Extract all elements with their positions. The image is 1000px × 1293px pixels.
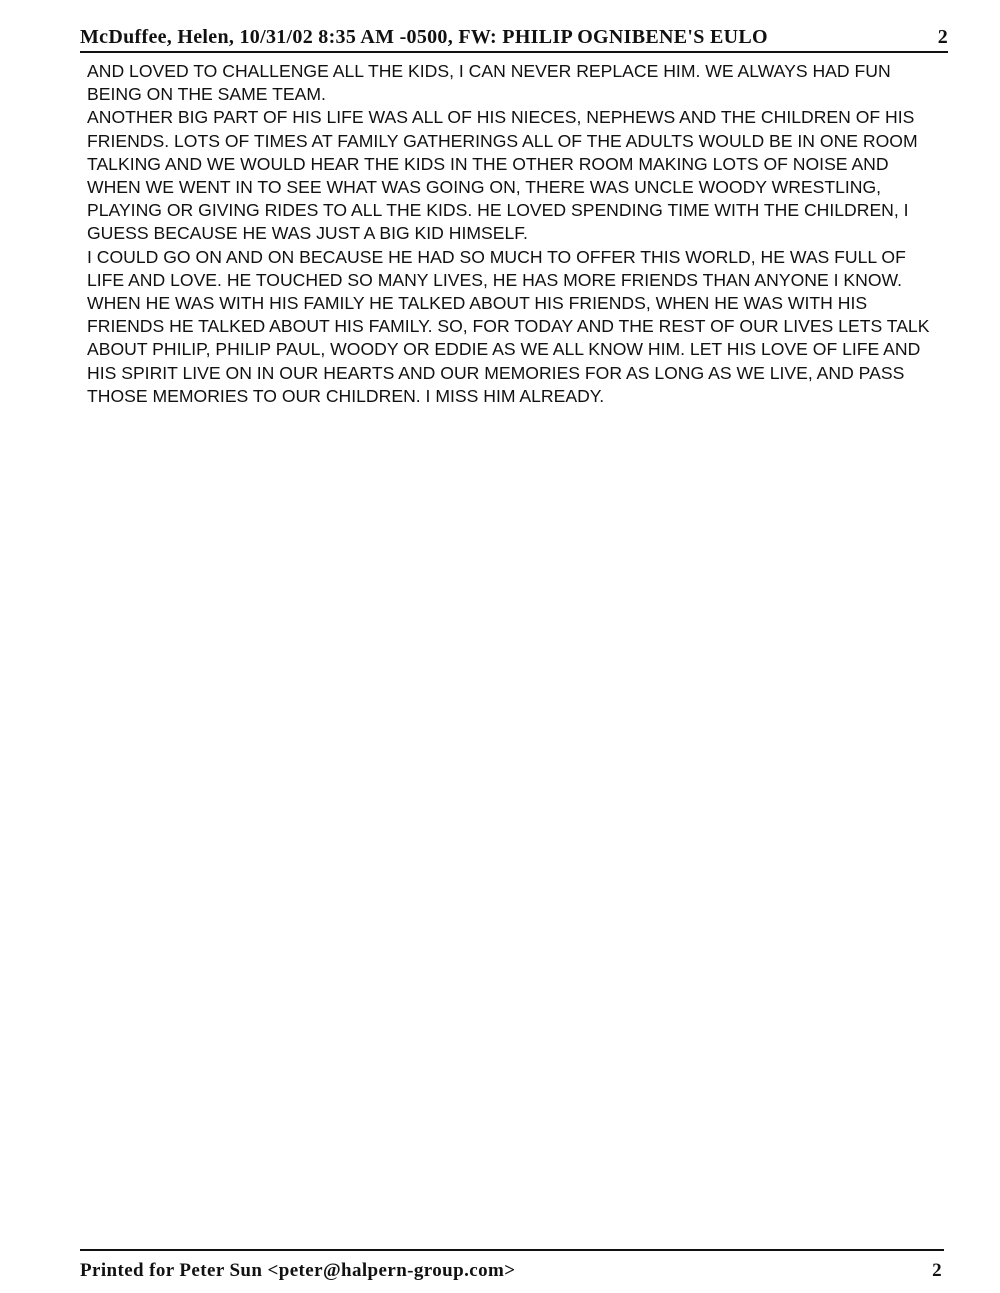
page-header (80, 24, 948, 50)
body-paragraph: AND LOVED TO CHALLENGE ALL THE KIDS, I CAN NEVER REPLACE HIM. WE ALWAYS HAD FUN BEING ON THE SAME TEAM. (87, 61, 891, 105)
page-footer (80, 1258, 944, 1284)
header-title: McDuffee, Helen, 10/31/02 8:35 AM -0500, FW: PHILIP OGNIBENE'S EULO (80, 26, 768, 48)
email-body (87, 60, 945, 408)
footer-page-number: 2 (932, 1260, 942, 1281)
header-divider (80, 51, 948, 53)
body-paragraph: I COULD GO ON AND ON BECAUSE HE HAD SO MUCH TO OFFER THIS WORLD, HE WAS FULL OF LIFE AND LOVE. HE TOUCHED SO MANY LIVES, HE HAS MORE FRIENDS THAN ANYONE I KNOW. WHEN HE WAS WITH HIS FAMILY HE TALKED ABOUT HIS FRIENDS, WHEN HE WAS WITH HIS FRIENDS HE TALKED ABOUT HIS FAMILY. SO, FOR TODAY AND THE REST OF OUR LIVES LETS TALK ABOUT PHILIP, PHILIP PAUL, WOODY OR EDDIE AS WE ALL KNOW HIM. LET HIS LOVE OF LIFE AND HIS SPIRIT LIVE ON IN OUR HEARTS AND OUR MEMORIES FOR AS LONG AS WE LIVE, AND PASS THOSE MEMORIES TO OUR CHILDREN. I MISS HIM ALREADY. (87, 246, 930, 406)
footer-divider (80, 1249, 944, 1251)
body-paragraph: ANOTHER BIG PART OF HIS LIFE WAS ALL OF HIS NIECES, NEPHEWS AND THE CHILDREN OF HIS FRIENDS. LOTS OF TIMES AT FAMILY GATHERINGS ALL OF THE ADULTS WOULD BE IN ONE ROOM TALKING AND WE WOULD HEAR THE KIDS IN THE OTHER ROOM MAKING LOTS OF NOISE AND WHEN WE WENT IN TO SEE WHAT WAS GOING ON, THERE WAS UNCLE WOODY WRESTLING, PLAYING OR GIVING RIDES TO ALL THE KIDS. HE LOVED SPENDING TIME WITH THE CHILDREN, I GUESS BECAUSE HE WAS JUST A BIG KID HIMSELF. (87, 107, 918, 244)
footer-printed-for: Printed for Peter Sun <peter@halpern-group.com> (80, 1260, 516, 1281)
header-page-number: 2 (937, 26, 948, 48)
